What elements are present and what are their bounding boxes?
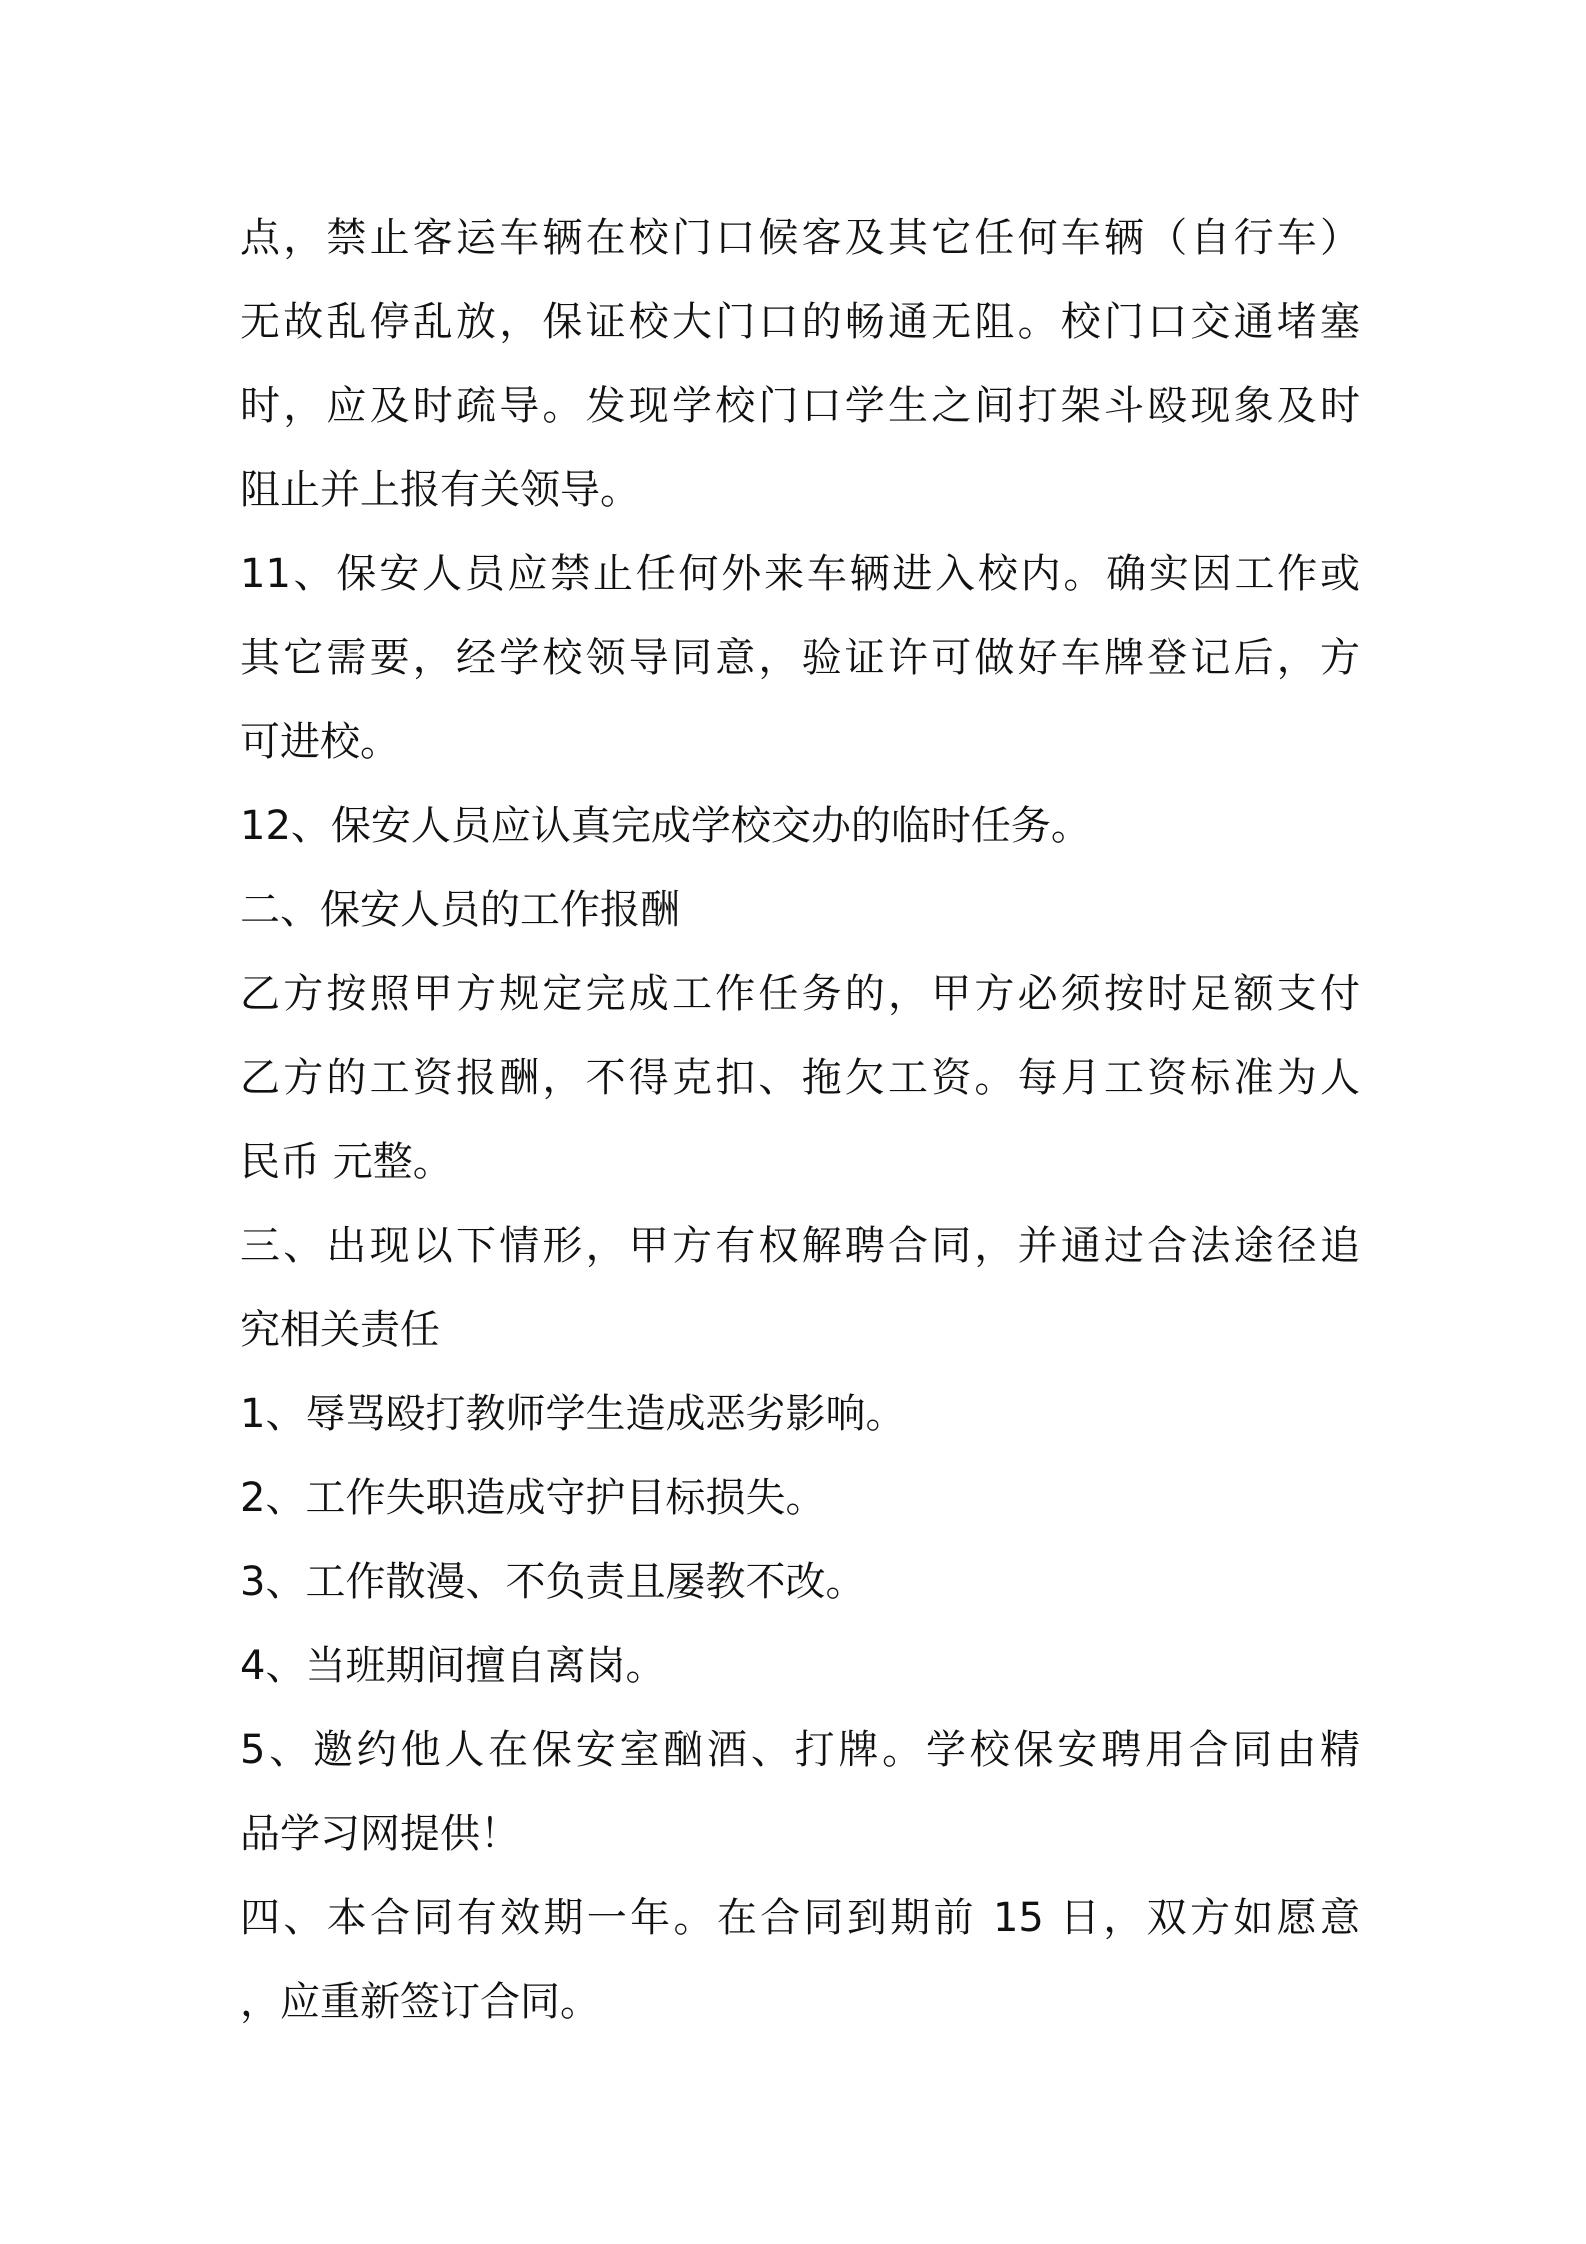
- text-line: 阻止并上报有关领导。: [240, 467, 640, 513]
- list-item-3: 3、工作散漫、不负责且屡教不改。: [240, 1559, 866, 1605]
- clause-12-line: 12、保安人员应认真完成学校交办的临时任务。: [240, 803, 1091, 849]
- list-item-5: 5、邀约他人在保安室酗酒、打牌。学校保安聘用合同由精: [240, 1727, 1360, 1773]
- text-line: 时，应及时疏导。发现学校门口学生之间打架斗殴现象及时: [240, 383, 1360, 429]
- section-heading-3: 三、出现以下情形，甲方有权解聘合同，并通过合法途径追: [240, 1223, 1360, 1269]
- section-heading-4: 四、本合同有效期一年。在合同到期前 15 日，双方如愿意: [240, 1895, 1360, 1941]
- text-line: 品学习网提供！: [240, 1811, 520, 1857]
- text-line: 无故乱停乱放，保证校大门口的畅通无阻。校门口交通堵塞: [240, 299, 1360, 345]
- document-body: [240, 196, 1360, 2044]
- text-line: 其它需要，经学校领导同意，验证许可做好车牌登记后，方: [240, 635, 1360, 681]
- text-line: ，应重新签订合同。: [240, 1979, 600, 2025]
- list-item-1: 1、辱骂殴打教师学生造成恶劣影响。: [240, 1391, 906, 1437]
- text-line: 可进校。: [240, 719, 400, 765]
- text-line: 民币 元整。: [240, 1139, 453, 1185]
- list-item-4: 4、当班期间擅自离岗。: [240, 1643, 666, 1689]
- list-item-2: 2、工作失职造成守护目标损失。: [240, 1475, 826, 1521]
- text-line: 乙方的工资报酬，不得克扣、拖欠工资。每月工资标准为人: [240, 1055, 1360, 1101]
- text-line: 乙方按照甲方规定完成工作任务的，甲方必须按时足额支付: [240, 971, 1360, 1017]
- text-line: 点，禁止客运车辆在校门口候客及其它任何车辆（自行车）: [240, 215, 1360, 261]
- text-line: 究相关责任: [240, 1307, 440, 1353]
- section-heading-2: 二、保安人员的工作报酬: [240, 887, 680, 933]
- clause-11-line: 11、保安人员应禁止任何外来车辆进入校内。确实因工作或: [240, 551, 1360, 597]
